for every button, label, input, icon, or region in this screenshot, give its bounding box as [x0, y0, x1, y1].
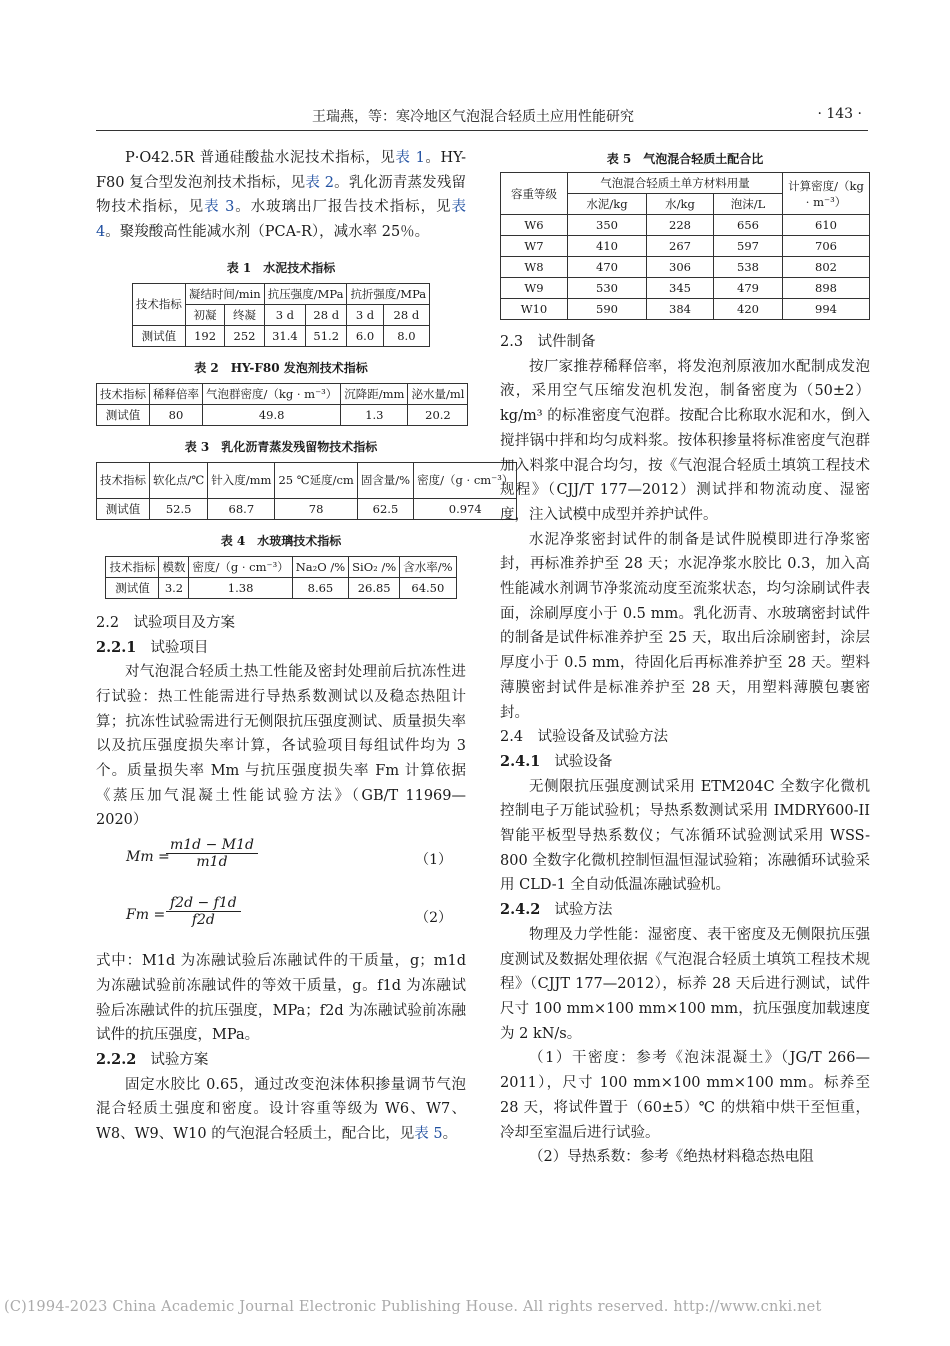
section-2-4-1-heading: 2.4.1 试验设备	[500, 752, 613, 770]
paragraph-methods: 物理及力学性能：湿密度、表干密度及无侧限抗压强度测试及数据处理依据《气泡混合轻质土填筑工程技术规程》（CJJT 177—2012），标养 28 天后进行测试，试件尺寸 100 mm×100 mm×100 mm，抗压强度加载速度为 2 kN/s。	[500, 926, 870, 1042]
table-2: 技术指标 稀释倍率 气泡群密度/（kg · m⁻³） 沉降距/mm 泌水量/ml 测试值 80 49.8 1.3 20.2	[96, 383, 468, 426]
table-3-caption: 表 3 乳化沥青蒸发残留物技术指标	[184, 439, 378, 454]
section-2-3-heading: 2.3 试件制备	[500, 334, 596, 350]
section-2-2-heading: 2.2 试验项目及方案	[96, 614, 236, 631]
page-number: · 143 ·	[817, 106, 862, 122]
table-3: 技术指标 软化点/℃ 针入度/mm 25 ℃延度/cm 固含量/% 密度/（g · cm⁻³） 测试值 52.5 68.7 78 62.5 0.974	[96, 462, 517, 520]
table-2-caption: 表 2 HY-F80 发泡剂技术指标	[194, 360, 368, 375]
paragraph-test-items: 对气泡混合轻质土热工性能及密封处理前后抗冻性进行试验：热工性能需进行导热系数测试以及稳态热阻计算；抗冻性试验需进行无侧限抗压强度测试、质量损失率以及抗压强度损失率计算，各试验项目每组试件均为 3 个。质量损失率 Mm 与抗压强度损失率 Fm 计算依据《蒸压加气混凝土性能试验方法》（GB/T 11969—2020）	[96, 664, 466, 829]
paragraph-dry-density: （1）干密度：参考《泡沫混凝土》（JG/T 266—2011），尺寸 100 mm×100 mm×100 mm。标养至 28 天，将试件置于（60±5）℃ 的烘箱中烘干至恒重，冷却至室温后进行试验。	[500, 1050, 870, 1141]
ref-table-5[interactable]: 表 5	[414, 1126, 443, 1143]
table-5: 容重等级 气泡混合轻质土单方材料用量 计算密度/（kg · m⁻³） 水泥/kg 水/kg 泡沫/L W6 350 228 656 610 W7 410 267 597 706 W8 470 306 538 802 W9 530 345 479 898 W10 590 384 420 994	[500, 172, 870, 320]
paragraph-test-plan: 固定水胶比 0.65，通过改变泡沫体积掺量调节气泡混合轻质土强度和密度。设计容重等级为 W6、W7、W8、W9、W10 的气泡混合轻质土，配合比，见表 5。	[96, 1076, 466, 1143]
paragraph-sealing: 水泥净浆密封试件的制备是试件脱模即进行净浆密封，再标准养护至 28 天；水泥净浆水胶比 0.3，加入高性能减水剂调节净浆流动度至流浆状态，均匀涂刷试件表面，涂刷厚度小于 0.5 mm。乳化沥青、水玻璃密封试件的制备是试件标准养护至 25 天，取出后涂刷密封，涂层厚度小于 0.5 mm，待固化后再标准养护至 28 天。塑料薄膜密封试件是标准养护至 28 天，用塑料薄膜包裹密封。	[500, 531, 870, 721]
running-title: 王瑞燕，等：寒冷地区气泡混合轻质土应用性能研究	[312, 109, 634, 125]
ref-table-1[interactable]: 表 1	[395, 150, 425, 166]
left-column	[96, 146, 514, 1147]
right-column	[500, 150, 870, 1170]
table-row: W10 590 384 420 994	[501, 299, 870, 320]
section-2-4-2-heading: 2.4.2 试验方法	[500, 901, 613, 919]
table-row: W9 530 345 479 898	[501, 278, 870, 299]
section-2-2-1-heading: 2.2.1 试验项目	[96, 638, 209, 656]
ref-table-4[interactable]: 表 4	[96, 199, 467, 241]
table-row: W8 470 306 538 802	[501, 257, 870, 278]
equation-1: Mm = $\frac{m1d - M1d}{m1d}$ （1）	[126, 837, 452, 871]
equation-definitions: 式中：M1d 为冻融试验后冻融试件的干质量，g；m1d 为冻融试验前冻融试件的等效干质量，g。f1d 为冻融试验后冻融试件的抗压强度，MPa；f2d 为冻融试验前冻融试件的抗压强度，MPa。	[96, 953, 466, 1044]
paragraph-thermal-conductivity: （2）导热系数：参考《绝热材料稳态热电阻	[529, 1149, 814, 1166]
equation-2: Fm = $\frac{f2d - f1d}{f2d}$ （2）	[126, 895, 452, 929]
paragraph-equipment: 无侧限抗压强度测试采用 ETM204C 全数字化微机控制电子万能试验机；导热系数测试采用 IMDRY600-II 智能平板型导热系数仪；气冻循环试验测试采用 WSS-800 全数字化微机控制恒温恒湿试验箱；冻融循环试验采用 CLD-1 全自动低温冻融试验机。	[500, 778, 870, 894]
intro-paragraph: P·O42.5R 普通硅酸盐水泥技术指标，见表 1。HY-F80 复合型发泡剂技术指标，见表 2。乳化沥青蒸发残留物技术指标，见表 3。水玻璃出厂报告技术指标，见表 4。聚羧酸高性能减水剂（PCA-R），减水率 25％。	[96, 150, 467, 241]
table-4: 技术指标 模数 密度/（g · cm⁻³） Na₂O /% SiO₂ /% 含水率/% 测试值 3.2 1.38 8.65 26.85 64.50	[105, 556, 456, 599]
table-5-caption: 表 5 气泡混合轻质土配合比	[606, 152, 764, 166]
running-header	[96, 104, 868, 131]
table-1: 技术指标 凝结时间/min 抗压强度/MPa 抗折强度/MPa 初凝 终凝 3 d 28 d 3 d 28 d 测试值 192 252 31.4 51.2 6.0 8.0	[132, 283, 430, 347]
table-1-caption: 表 1 水泥技术指标	[226, 260, 336, 275]
section-2-4-heading: 2.4 试验设备及试验方法	[500, 729, 669, 746]
section-2-2-2-heading: 2.2.2 试验方案	[96, 1050, 209, 1068]
paragraph-specimen-prep: 按厂家推荐稀释倍率，将发泡剂原液加水配制成发泡液，采用空气压缩发泡机发泡，制备密度为（50±2）kg/m³ 的标准密度气泡群。按配合比称取水泥和水，倒入搅拌锅中拌和均匀成料浆。按体积掺量将标准密度气泡群加入料浆中混合均匀，按《气泡混合轻质土填筑工程技术规程》（CJJ/T 177—2012）测试拌和物流动度、湿密度，注入试模中成型并养护试件。	[500, 358, 870, 523]
copyright-footer: (C)1994-2023 China Academic Journal Electronic Publishing House. All rights reserved. http://www.cnki.net	[4, 1299, 822, 1315]
ref-table-3[interactable]: 表 3	[204, 199, 235, 216]
table-row: W6 350 228 656 610	[501, 215, 870, 236]
ref-table-2[interactable]: 表 2	[305, 174, 334, 191]
table-row: W7 410 267 597 706	[501, 236, 870, 257]
table-4-caption: 表 4 水玻璃技术指标	[220, 533, 342, 548]
